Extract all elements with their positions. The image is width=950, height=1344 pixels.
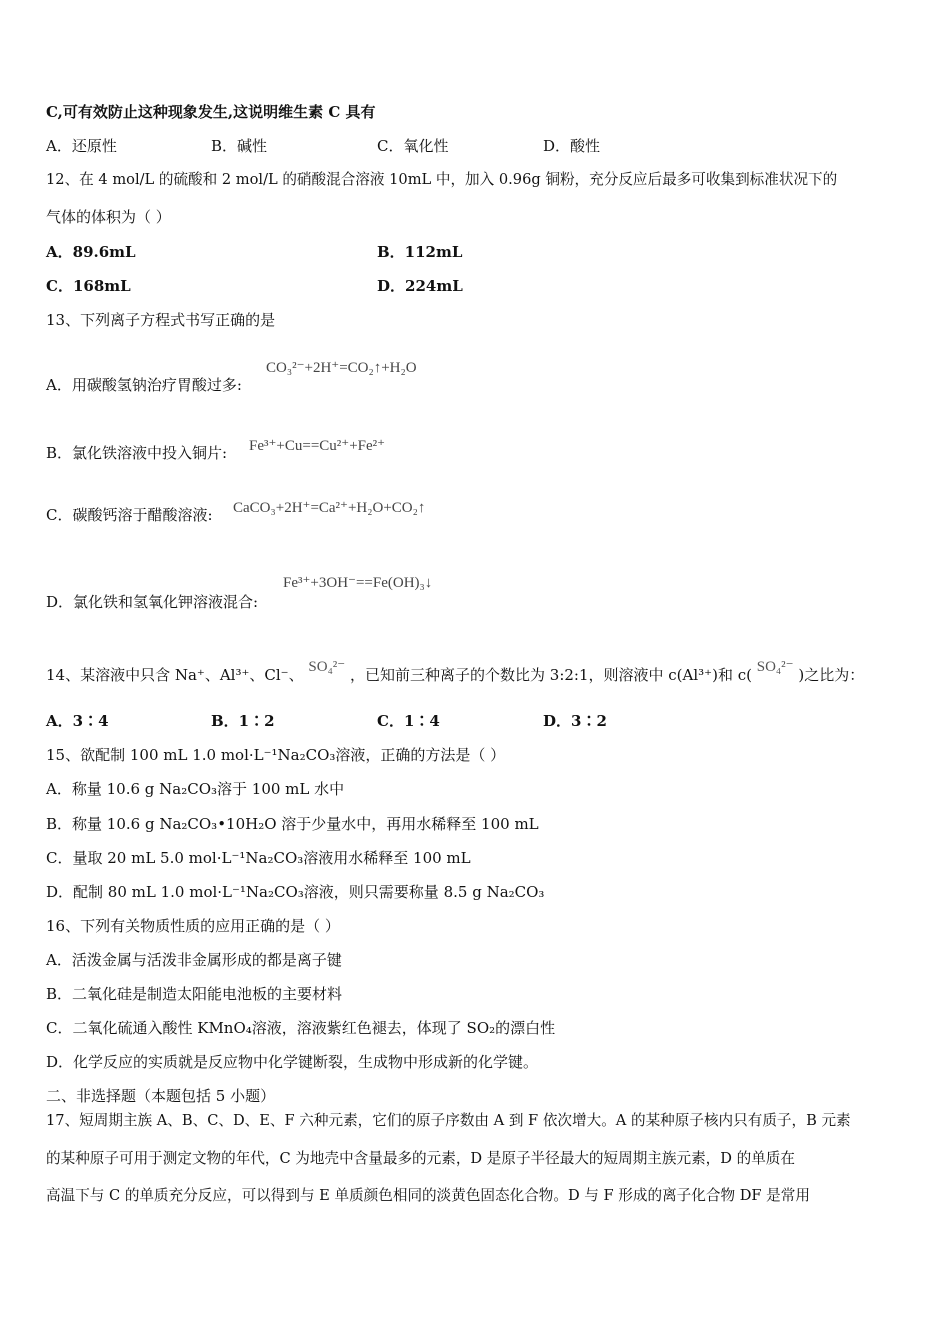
- q13-option-d-equation: Fe³⁺+3OH⁻==Fe(OH)₃↓: [283, 575, 433, 591]
- q12-option-d: D．224mL: [377, 277, 463, 295]
- q13-option-c-equation: CaCO₃+2H⁺=Ca²⁺+H₂O+CO₂↑: [233, 500, 426, 516]
- q11-option-c: C．氧化性: [377, 137, 449, 155]
- q15-option-d: D．配制 80 mL 1.0 mol·L⁻¹Na₂CO₃溶液，则只需要称量 8.5 g Na₂CO₃: [46, 883, 545, 901]
- q13-option-a-label: A．用碳酸氢钠治疗胃酸过多:: [46, 376, 242, 394]
- q14-stem: [46, 659, 865, 686]
- intro-line: C,可有效防止这种现象发生,这说明维生素 C 具有: [46, 103, 376, 121]
- q16-option-d: D．化学反应的实质就是反应物中化学键断裂，生成物中形成新的化学键。: [46, 1053, 539, 1071]
- q13-option-c-label: C．碳酸钙溶于醋酸溶液:: [46, 506, 213, 524]
- q12-stem-line2: 气体的体积为（ ）: [46, 208, 171, 226]
- q15-option-b: B．称量 10.6 g Na₂CO₃•10H₂O 溶于少量水中，再用水稀释至 100 mL: [46, 815, 539, 833]
- q12-option-c: C．168mL: [46, 277, 131, 295]
- q14-stem-part3: )之比为：: [798, 666, 865, 684]
- q16-option-b: B．二氧化硅是制造太阳能电池板的主要材料: [46, 985, 343, 1003]
- q12-option-a: A．89.6mL: [46, 243, 136, 261]
- q17-line1: 17、短周期主族 A、B、C、D、E、F 六种元素，它们的原子序数由 A 到 F 依次增大。A 的某种原子核内只有质子，B 元素: [46, 1112, 851, 1129]
- section-2-heading: 二、非选择题（本题包括 5 小题）: [46, 1087, 276, 1105]
- q14-sulfate-ion-2: SO₄²⁻: [756, 659, 794, 675]
- q14-sulfate-ion-1: SO₄²⁻: [308, 659, 346, 675]
- q12-option-b: B．112mL: [377, 243, 463, 261]
- q11-option-d: D．酸性: [543, 137, 601, 155]
- q14-stem-part1: 14、某溶液中只含 Na⁺、Al³⁺、Cl⁻、: [46, 666, 304, 684]
- q11-option-b: B．碱性: [211, 137, 268, 155]
- q16-stem: 16、下列有关物质性质的应用正确的是（ ）: [46, 917, 340, 935]
- q14-option-b: B．1∶2: [211, 712, 275, 730]
- q13-option-b-equation: Fe³⁺+Cu==Cu²⁺+Fe²⁺: [249, 438, 386, 454]
- q17-line2: 的某种原子可用于测定文物的年代，C 为地壳中含量最多的元素，D 是原子半径最大的短周期主族元素，D 的单质在: [46, 1150, 795, 1167]
- q17-line3: 高温下与 C 的单质充分反应，可以得到与 E 单质颜色相同的淡黄色固态化合物。D 与 F 形成的离子化合物 DF 是常用: [46, 1187, 810, 1204]
- q16-option-a: A．活泼金属与活泼非金属形成的都是离子键: [46, 951, 342, 969]
- q14-stem-part2: ，已知前三种离子的个数比为 3:2:1，则溶液中 c(Al³⁺)和 c(: [350, 666, 752, 684]
- q11-option-a: A．还原性: [46, 137, 117, 155]
- q15-option-a: A．称量 10.6 g Na₂CO₃溶于 100 mL 水中: [46, 780, 345, 798]
- q13-option-d-label: D．氯化铁和氢氧化钾溶液混合:: [46, 593, 259, 611]
- q13-option-b-label: B．氯化铁溶液中投入铜片:: [46, 444, 228, 462]
- q14-option-c: C．1∶4: [377, 712, 440, 730]
- q14-option-a: A．3∶4: [46, 712, 109, 730]
- q15-option-c: C．量取 20 mL 5.0 mol·L⁻¹Na₂CO₃溶液用水稀释至 100 mL: [46, 849, 471, 867]
- q14-option-d: D．3∶2: [543, 712, 607, 730]
- q16-option-c: C．二氧化硫通入酸性 KMnO₄溶液，溶液紫红色褪去，体现了 SO₂的漂白性: [46, 1019, 556, 1037]
- q13-option-a-equation: CO₃²⁻+2H⁺=CO₂↑+H₂O: [266, 360, 417, 376]
- q12-stem-line1: 12、在 4 mol/L 的硫酸和 2 mol/L 的硝酸混合溶液 10mL 中，加入 0.96g 铜粉，充分反应后最多可收集到标准状况下的: [46, 171, 838, 188]
- q15-stem: 15、欲配制 100 mL 1.0 mol·L⁻¹Na₂CO₃溶液，正确的方法是（ ）: [46, 746, 506, 764]
- q13-stem: 13、下列离子方程式书写正确的是: [46, 311, 276, 329]
